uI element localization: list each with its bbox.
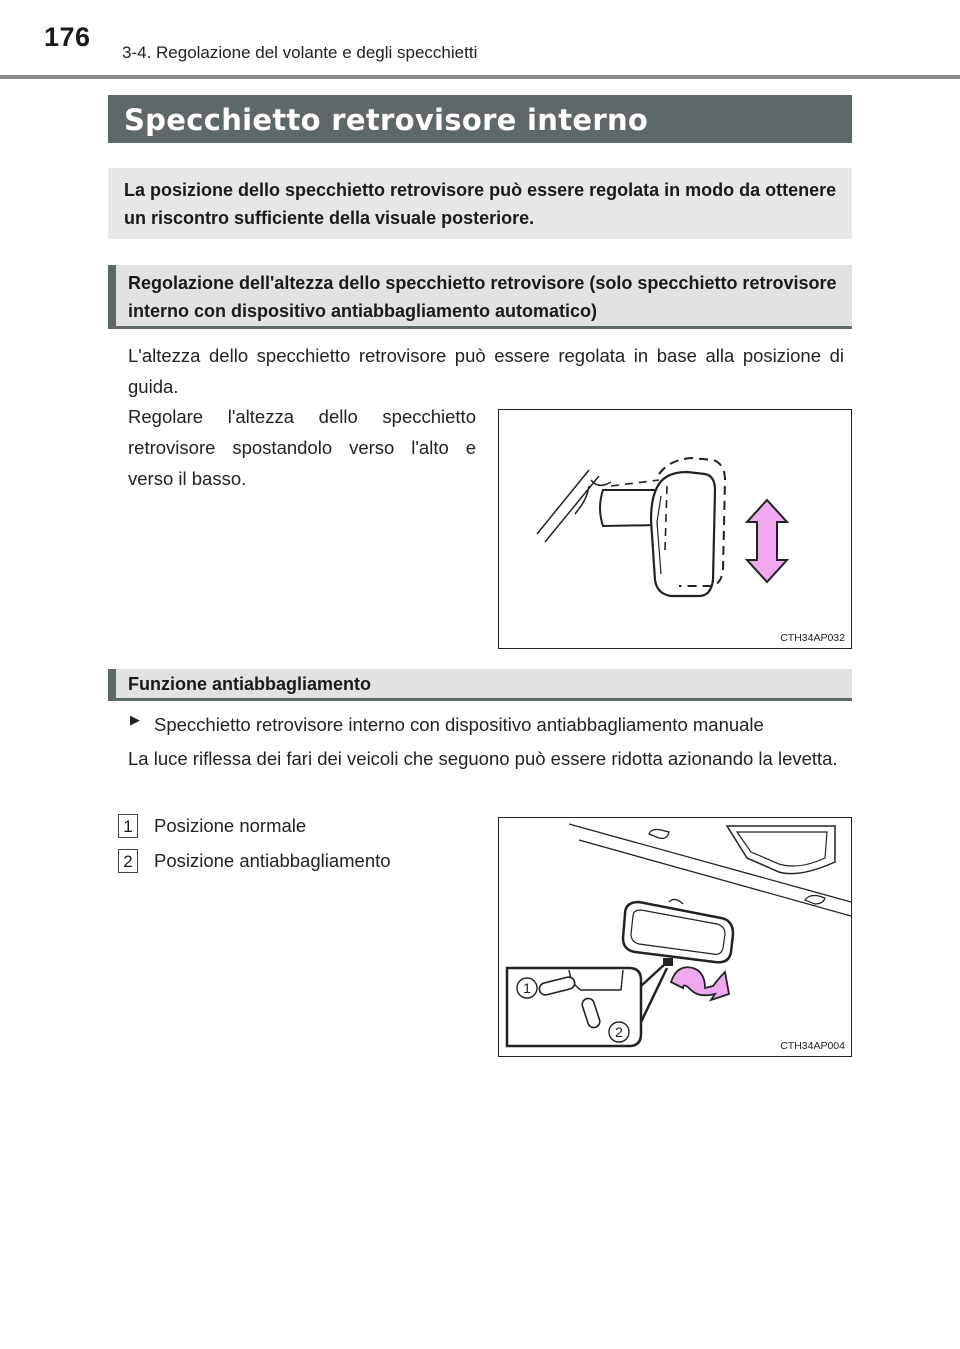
- subheading-antiglare-text: Funzione antiabbagliamento: [128, 674, 372, 694]
- subheading-height-adjust: [108, 265, 852, 329]
- bullet-item: [130, 711, 850, 735]
- antiglare-illustration: [499, 818, 851, 1056]
- intro-box: [108, 168, 852, 239]
- height-paragraph-1: L'altezza dello specchietto retrovisore può essere regolata in base alla posizione di guida.: [128, 345, 844, 397]
- figure-antiglare-lever: [498, 817, 852, 1057]
- header-divider: [0, 75, 960, 79]
- item-label-1: Posizione normale: [154, 815, 307, 836]
- mirror-height-illustration: [499, 410, 851, 648]
- inset-callout-1: 1: [523, 980, 531, 996]
- height-paragraph-2: Regolare l'altezza dello specchietto retrovisore spostandolo verso l'alto e verso il basso.: [128, 406, 476, 489]
- subheading-height-text: Regolazione dell'altezza dello specchietto retrovisore (solo specchietto retrovisore interno con dispositivo antiabbagliamento automatico): [128, 273, 837, 321]
- page-title: Specchietto retrovisore interno: [124, 103, 649, 137]
- section-title-bar: [108, 95, 852, 143]
- intro-text: La posizione dello specchietto retrovisore può essere regolata in modo da ottenere un riscontro sufficiente della visuale posteriore.: [124, 180, 837, 228]
- item-label-2: Posizione antiabbagliamento: [154, 850, 391, 871]
- bullet-text: Specchietto retrovisore interno con dispositivo antiabbagliamento manuale: [154, 714, 764, 735]
- page-number: 176: [44, 22, 91, 52]
- item-number-1: 1: [118, 814, 138, 838]
- inset-callout-2: 2: [615, 1024, 623, 1040]
- figure-code-2: CTH34AP004: [780, 1040, 845, 1052]
- bullet-arrow-icon: ▶: [130, 712, 140, 727]
- item-number-2: 2: [118, 849, 138, 873]
- figure-code-1: CTH34AP032: [780, 632, 845, 644]
- antiglare-paragraph: La luce riflessa dei fari dei veicoli che seguono può essere ridotta azionando la levetta.: [128, 748, 838, 769]
- running-header: 3-4. Regolazione del volante e degli specchietti: [122, 43, 478, 62]
- subheading-antiglare: [108, 669, 852, 701]
- figure-mirror-height: [498, 409, 852, 649]
